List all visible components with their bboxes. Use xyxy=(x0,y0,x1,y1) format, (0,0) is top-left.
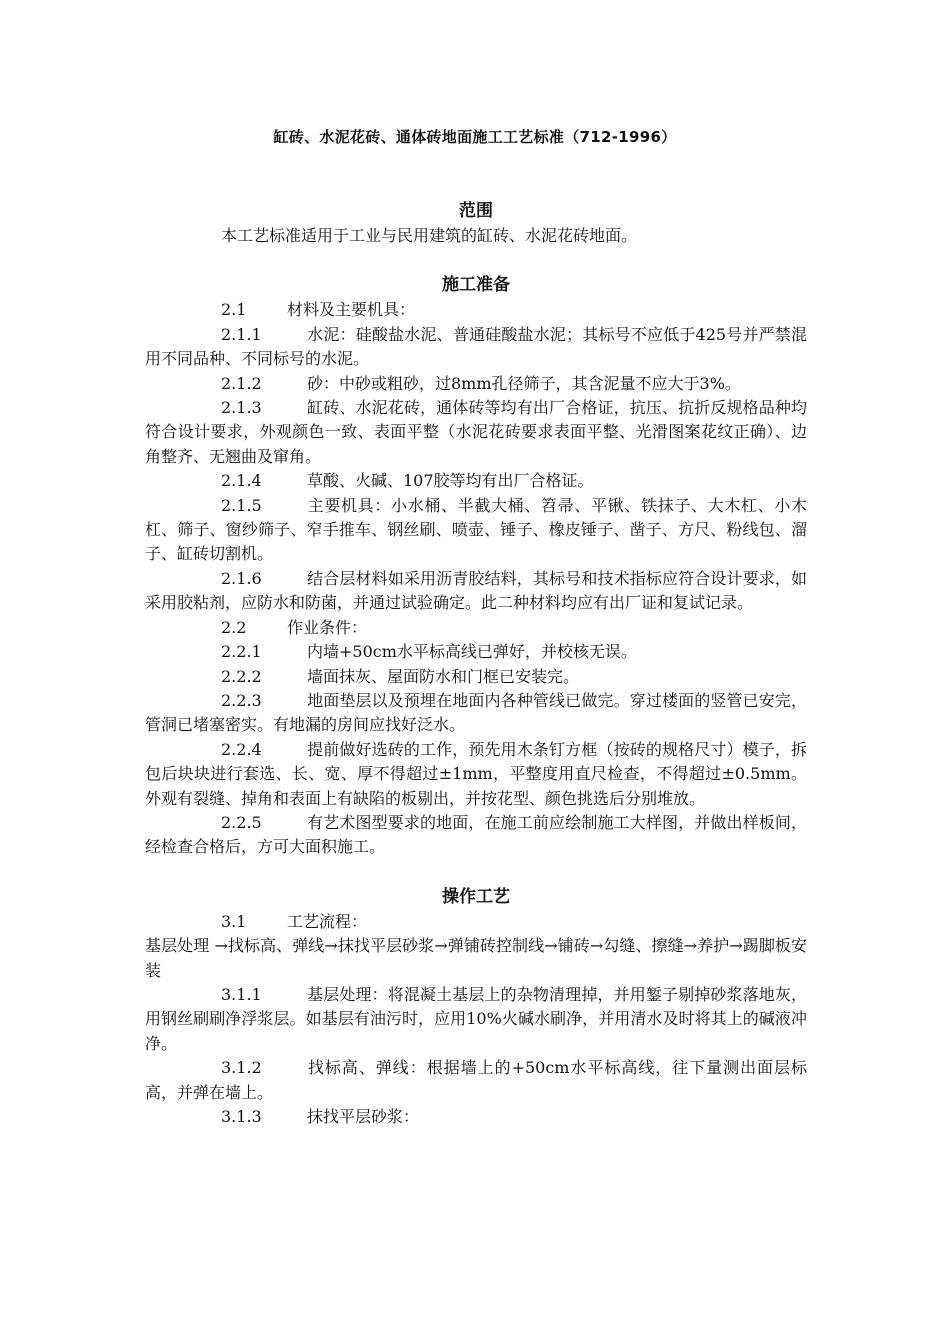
section-heading-process: 操作工艺 xyxy=(442,886,510,907)
clause-3-1-3 xyxy=(145,1105,807,1129)
clause-text: 结合层材料如采用沥青胶结料，其标号和技术指标应符合设计要求，如采用胶粘剂，应防水和防菌，并通过试验确定。此二种材料均应有出厂证和复试记录。 xyxy=(145,568,807,613)
clause-number: 2.2.4 xyxy=(221,739,262,759)
clause-2-1-3 xyxy=(145,396,807,469)
clause-number: 2.1.5 xyxy=(221,495,262,515)
clause-number: 2.2 xyxy=(221,617,247,637)
clause-number: 3.1.3 xyxy=(221,1107,262,1126)
clause-3-1 xyxy=(145,910,807,934)
clause-3-1-1 xyxy=(145,983,807,1056)
clause-2-2-2 xyxy=(145,665,807,689)
clause-text: 抹找平层砂浆： xyxy=(307,1107,420,1126)
clause-text: 有艺术图型要求的地面，在施工前应绘制施工大样图，并做出样板间，经检查合格后，方可大面积施工。 xyxy=(145,812,807,857)
process-flow-text: 基层处理 →找标高、弹线→抹找平层砂浆→弹铺砖控制线→铺砖→勾缝、擦缝→养护→踢脚板安装 xyxy=(145,936,807,980)
clause-text: 材料及主要机具： xyxy=(287,300,416,320)
clause-2-2-5 xyxy=(145,811,807,860)
clause-2-1-2 xyxy=(145,372,807,396)
clause-2-2 xyxy=(145,616,807,640)
clause-text: 基层处理：将混凝土基层上的杂物清理掉，并用錾子剔掉砂浆落地灰，用钢丝刷刷净浮浆层。如基层有油污时，应用10%火碱水刷净，并用清水及时将其上的碱液冲净。 xyxy=(145,984,807,1053)
section-heading-prep: 施工准备 xyxy=(442,275,510,296)
clause-number: 2.2.3 xyxy=(221,690,262,710)
clause-number: 3.1.1 xyxy=(221,984,262,1004)
clause-number: 2.1.6 xyxy=(221,568,262,588)
clause-text: 缸砖、水泥花砖，通体砖等均有出厂合格证，抗压、抗折反规格品种均符合设计要求，外观颜色一致、表面平整（水泥花砖要求表面平整、光滑图案花纹正确）、边角整齐、无翘曲及窜角。 xyxy=(145,398,807,466)
scope-paragraph: 本工艺标准适用于工业与民用建筑的缸砖、水泥花砖地面。 xyxy=(221,226,638,245)
clause-text: 找标高、弹线：根据墙上的+50cm水平标高线，往下量测出面层标高，并弹在墙上。 xyxy=(145,1058,807,1102)
clause-text: 提前做好选砖的工作，预先用木条钉方框（按砖的规格尺寸）模子，拆包后块块进行套选、长、宽、厚不得超过±1mm，平整度用直尺检查，不得超过±0.5mm。外观有裂缝、掉角和表面上有缺陷的板剔出，并按花型、颜色挑选后分别堆放。 xyxy=(145,739,807,808)
clause-number: 3.1 xyxy=(221,911,247,931)
clause-2-1-1 xyxy=(145,323,807,372)
clause-number: 2.1.1 xyxy=(221,324,262,344)
clause-2-1 xyxy=(145,298,807,322)
section-heading-scope: 范围 xyxy=(459,201,493,221)
clause-text: 草酸、火碱、107胶等均有出厂合格证。 xyxy=(307,471,594,491)
clause-2-2-1 xyxy=(145,640,807,664)
clause-number: 2.1 xyxy=(221,300,247,320)
document-body xyxy=(145,198,807,1129)
clause-text: 主要机具：小水桶、半截大桶、笤帚、平锹、铁抹子、大木杠、小木杠、筛子、窗纱筛子、窄手推车、钢丝刷、喷壶、锤子、橡皮锤子、凿子、方尺、粉线包、溜子、缸砖切割机。 xyxy=(145,495,807,564)
clause-2-1-6 xyxy=(145,567,807,616)
clause-text: 内墙+50cm水平标高线已弹好，并校核无误。 xyxy=(307,642,637,662)
clause-text: 作业条件： xyxy=(287,617,368,637)
clause-3-1-2 xyxy=(145,1056,807,1105)
clause-text: 工艺流程： xyxy=(287,911,368,931)
clause-2-2-4 xyxy=(145,738,807,811)
clause-number: 2.2.5 xyxy=(221,812,262,832)
clause-2-2-3 xyxy=(145,689,807,738)
clause-number: 2.1.4 xyxy=(221,471,262,491)
clause-number: 2.1.2 xyxy=(221,373,262,393)
document-title: 缸砖、水泥花砖、通体砖地面施工工艺标准（712-1996） xyxy=(273,128,677,146)
clause-2-1-4 xyxy=(145,469,807,493)
clause-text: 砂：中砂或粗砂，过8mm孔径筛子，其含泥量不应大于3%。 xyxy=(307,373,741,393)
clause-text: 水泥：硅酸盐水泥、普通硅酸盐水泥；其标号不应低于425号并严禁混用不同品种、不同标号的水泥。 xyxy=(145,324,807,369)
clause-number: 2.1.3 xyxy=(221,398,262,418)
clause-number: 3.1.2 xyxy=(221,1058,262,1078)
clause-number: 2.2.2 xyxy=(221,666,262,686)
clause-text: 地面垫层以及预埋在地面内各种管线已做完。穿过楼面的竖管已安完，管洞已堵塞密实。有地漏的房间应找好泛水。 xyxy=(145,690,807,735)
clause-number: 2.2.1 xyxy=(221,642,262,662)
clause-text: 墙面抹灰、屋面防水和门框已安装完。 xyxy=(307,666,580,686)
clause-2-1-5 xyxy=(145,494,807,567)
